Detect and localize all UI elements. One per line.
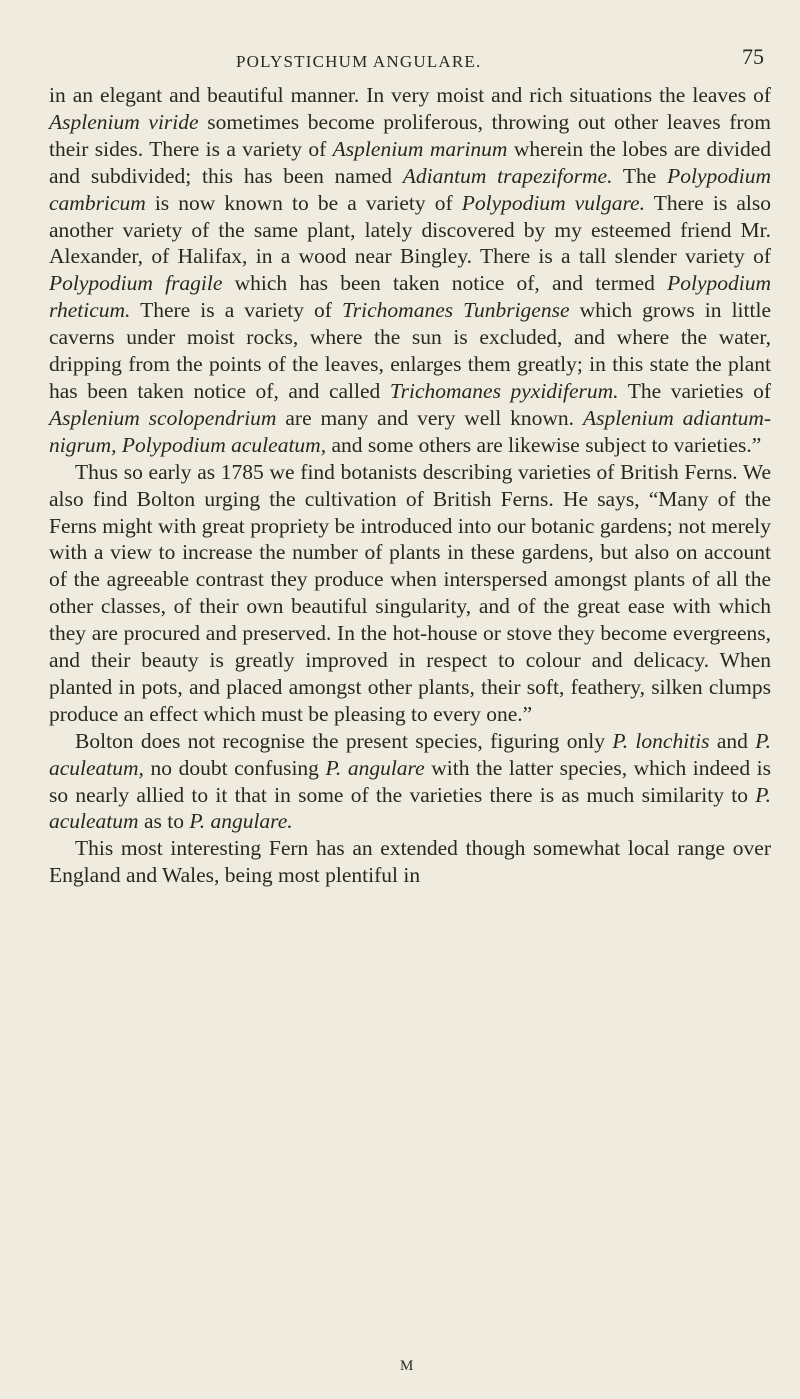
body-text <box>49 82 771 889</box>
italic-run: Polypodium rheticum. <box>49 271 771 323</box>
text-run: wherein the lobes are divided and subdivided; this has been named <box>49 136 771 188</box>
text-run: which has been taken notice of, and termed <box>222 271 668 296</box>
text-run: in an elegant and beautiful manner. In very moist and rich situations the leaves of <box>49 83 771 107</box>
text-run: This most interesting Fern has an extended though somewhat local range over England and Wales, being most plentiful in <box>49 836 771 888</box>
italic-run: Asplenium scolopendrium <box>49 405 277 430</box>
italic-run: Trichomanes pyxidiferum. <box>389 378 619 403</box>
text-run: and some others are likewise subject to varieties.” <box>326 432 762 457</box>
text-run: as to <box>138 809 190 834</box>
text-run: which grows in little caverns under moist rocks, where the sun is excluded, and where the water, dripping from the points of the leaves, enlarges them greatly; in this state the plant has been taken notice of, and called <box>49 298 771 403</box>
italic-run: Polypodium cambricum <box>49 163 771 215</box>
italic-run: Adiantum trapeziforme. <box>402 163 613 188</box>
italic-run: P. angulare <box>325 755 425 780</box>
text-run: Bolton does not recognise the present species, figuring only <box>75 728 613 753</box>
text-run: The <box>612 163 668 188</box>
italic-run: Asplenium viride <box>49 109 199 134</box>
italic-run: Asplenium adiantum-nigrum, Polypodium aculeatum, <box>49 405 772 457</box>
text-run: is now known to be a variety of <box>145 190 462 215</box>
italic-run: Polypodium vulgare. <box>461 190 645 215</box>
running-title: POLYSTICHUM ANGULARE. <box>236 52 482 71</box>
text-run: are many and very well known. <box>276 405 583 430</box>
text-run: no doubt confusing <box>143 755 326 780</box>
signature-mark: M <box>400 1358 414 1374</box>
text-run: The varieties of <box>618 378 771 403</box>
paragraph <box>49 835 771 889</box>
italic-run: P. lonchitis <box>612 728 710 753</box>
italic-run: Trichomanes Tunbrigense <box>342 298 570 323</box>
page-number: 75 <box>742 44 764 69</box>
italic-run: P. aculeatum <box>49 782 771 834</box>
paragraph <box>49 728 771 836</box>
italic-run: Asplenium marinum <box>332 136 508 161</box>
text-run: with the latter species, which indeed is so nearly allied to it that in some of the varieties there is as much similarity to <box>49 755 771 807</box>
text-run: Thus so early as 1785 we find botanists describing varieties of British Ferns. We also find Bolton urging the cultivation of British Ferns. He says, “Many of the Ferns might with great propriety be introduced into our botanic gardens; not merely with a view to increase the number of plants in these gardens, but also on account of the agreeable contrast they produce when interspersed amongst plants of all the other classes, of their own beautiful singularity, and of the great ease with which they are procured and preserved. In the hot-house or stove they become evergreens, and their beauty is greatly improved in respect to colour and delicacy. When planted in pots, and placed amongst other plants, their soft, feathery, silken clumps produce an effect which must be pleasing to every one.” <box>49 459 771 726</box>
italic-run: P. angulare. <box>189 809 293 834</box>
text-run: and <box>709 728 756 753</box>
text-run: There is also another variety of the same plant, lately discovered by my esteemed friend Mr. Alexander, of Halifax, in a wood near Bingley. There is a tall slender variety of <box>49 190 772 269</box>
italic-run: P. aculeatum, <box>49 728 771 780</box>
text-run: There is a variety of <box>130 298 343 323</box>
text-run: sometimes become proliferous, throwing out other leaves from their sides. There is a variety of <box>49 109 771 161</box>
italic-run: Polypodium fragile <box>49 271 223 296</box>
paragraph <box>49 459 771 728</box>
paragraph <box>49 82 771 459</box>
